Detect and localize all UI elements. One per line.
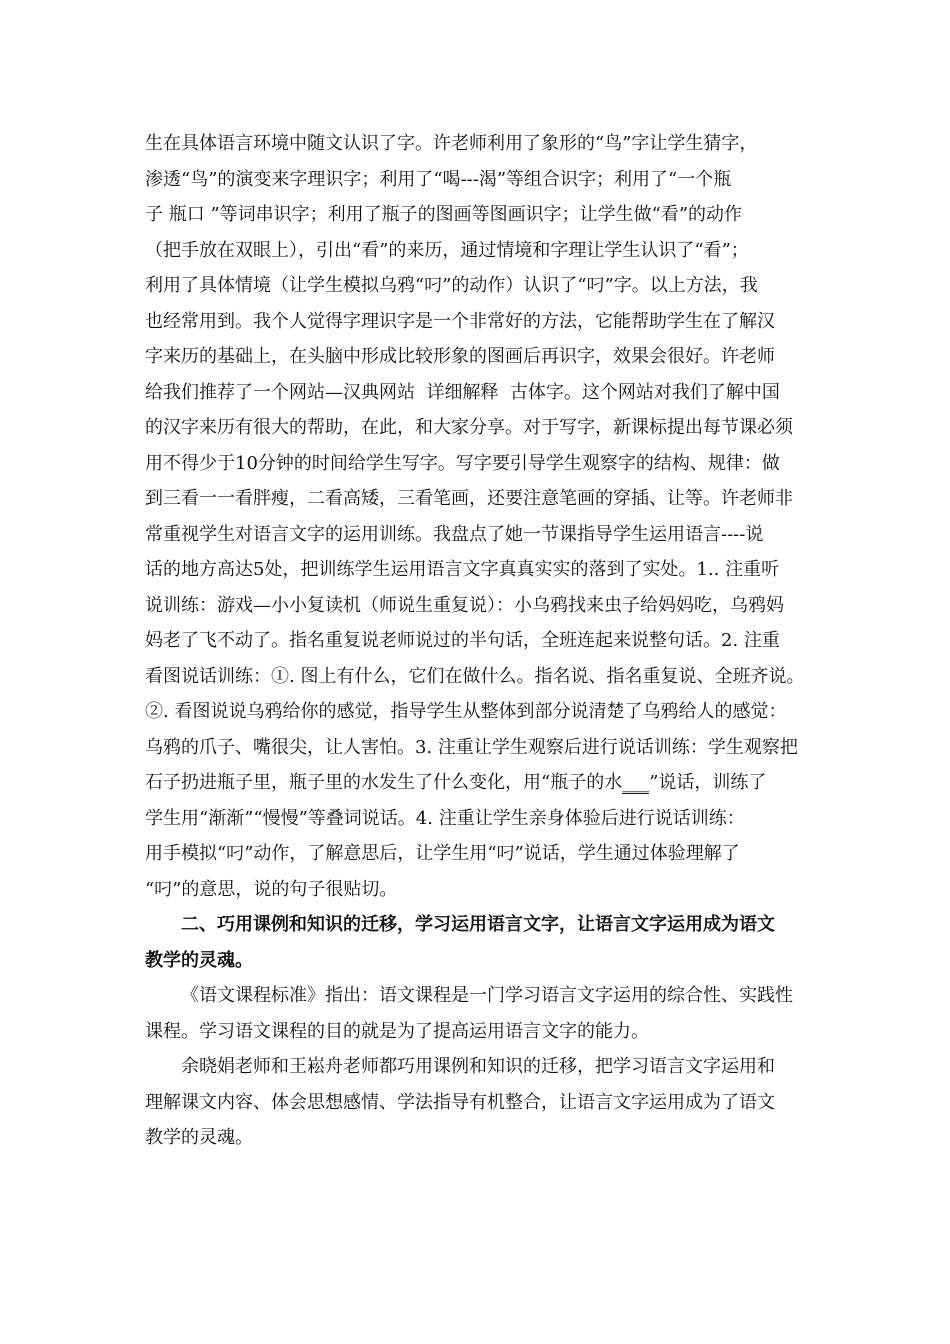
text-line: 乌鸦的爪子、嘴很尖，让人害怕。3. 注重让学生观察后进行说话训练：学生观察把 <box>145 736 798 758</box>
heading-line: 二、巧用课例和知识的迁移，学习运用语言文字，让语言文字运用成为语文 <box>181 914 775 935</box>
text-line: 给我们推荐了一个网站—汉典网站 详细解释 古体字。这个网站对我们了解中国 <box>145 381 780 403</box>
text-line: 余晓娟老师和王崧舟老师都巧用课例和知识的迁移，把学习语言文字运用和 <box>181 1056 775 1077</box>
heading-line: 教学的灵魂。 <box>145 949 253 971</box>
paragraph-lesson-review <box>145 126 810 907</box>
paragraph-teachers <box>145 1049 810 1156</box>
document-body <box>145 126 810 1156</box>
text-segment: 石子扔进瓶子里，瓶子里的水发生了什么变化，用“瓶子的水 <box>145 772 623 793</box>
text-line: 字来历的基础上，在头脑中形成比较形象的图画后再识字，效果会很好。许老师 <box>145 346 775 367</box>
text-line: 《语文课程标准》指出：语文课程是一门学习语言文字运用的综合性、实践性 <box>181 985 793 1006</box>
text-line: 渗透“鸟”的演变来字理识字；利用了“喝---渴”等组合识字；利用了“一个瓶 <box>145 168 732 190</box>
fill-in-blank: ___ <box>622 772 650 793</box>
text-line: 子 瓶口 ”等词串识字；利用了瓶子的图画等图画识字；让学生做“看”的动作 <box>145 204 743 225</box>
text-line: 理解课文内容、体会思想感情、学法指导有机整合，让语言文字运用成为了语文 <box>145 1091 775 1113</box>
text-line: 妈老了飞不动了。指名重复说老师说过的半句话，全班连起来说整句话。2. 注重 <box>145 630 780 651</box>
text-line: 用不得少于10分钟的时间给学生写字。写字要引导学生观察字的结构、规律：做 <box>145 452 780 474</box>
text-line: 教学的灵魂。 <box>145 1127 253 1148</box>
paragraph-curriculum-standard <box>145 978 810 1049</box>
text-line: 学生用“渐渐”“慢慢”等叠词说话。4. 注重让学生亲身体验后进行说话训练： <box>145 807 745 829</box>
text-line: 用手模拟“叼”动作，了解意思后，让学生用“叼”说话，学生通过体验理解了 <box>145 843 740 864</box>
text-line: 的汉字来历有很大的帮助，在此，和大家分享。对于写字，新课标提出每节课必须 <box>145 417 793 438</box>
text-line: 利用了具体情境（让学生模拟乌鸦“叼”的动作）认识了“叼”字。以上方法，我 <box>145 275 758 296</box>
text-line: 常重视学生对语言文字的运用训练。我盘点了她一节课指导学生运用语言----说 <box>145 523 764 545</box>
section-heading <box>145 907 810 978</box>
text-line: 也经常用到。我个人觉得字理识字是一个非常好的方法，它能帮助学生在了解汉 <box>145 310 775 332</box>
text-segment: ”说话，训练了 <box>649 772 767 793</box>
text-line: “叼”的意思，说的句子很贴切。 <box>145 878 398 900</box>
text-line: 到三看一一看胖瘦，二看高矮，三看笔画，还要注意笔画的穿插、让等。许老师非 <box>145 488 793 509</box>
text-line: ②. 看图说说乌鸦给你的感觉，指导学生从整体到部分说清楚了乌鸦给人的感觉： <box>145 701 787 722</box>
text-line: （把手放在双眼上），引出“看”的来历，通过情境和字理让学生认识了“看”； <box>145 239 749 261</box>
text-line: 生在具体语言环境中随文认识了字。许老师利用了象形的“鸟”字让学生猜字， <box>145 133 758 154</box>
text-line-with-blank <box>145 765 810 801</box>
text-line: 说训练：游戏—小小复读机（师说生重复说）：小乌鸦找来虫子给妈妈吃，乌鸦妈 <box>145 594 784 616</box>
text-line: 话的地方高达5处，把训练学生运用语言文字真真实实的落到了实处。1.. 注重听 <box>145 559 780 580</box>
text-line: 看图说话训练：①. 图上有什么，它们在做什么。指名说、指名重复说、全班齐说。 <box>145 665 805 687</box>
text-line: 课程。学习语文课程的目的就是为了提高运用语言文字的能力。 <box>145 1020 649 1042</box>
